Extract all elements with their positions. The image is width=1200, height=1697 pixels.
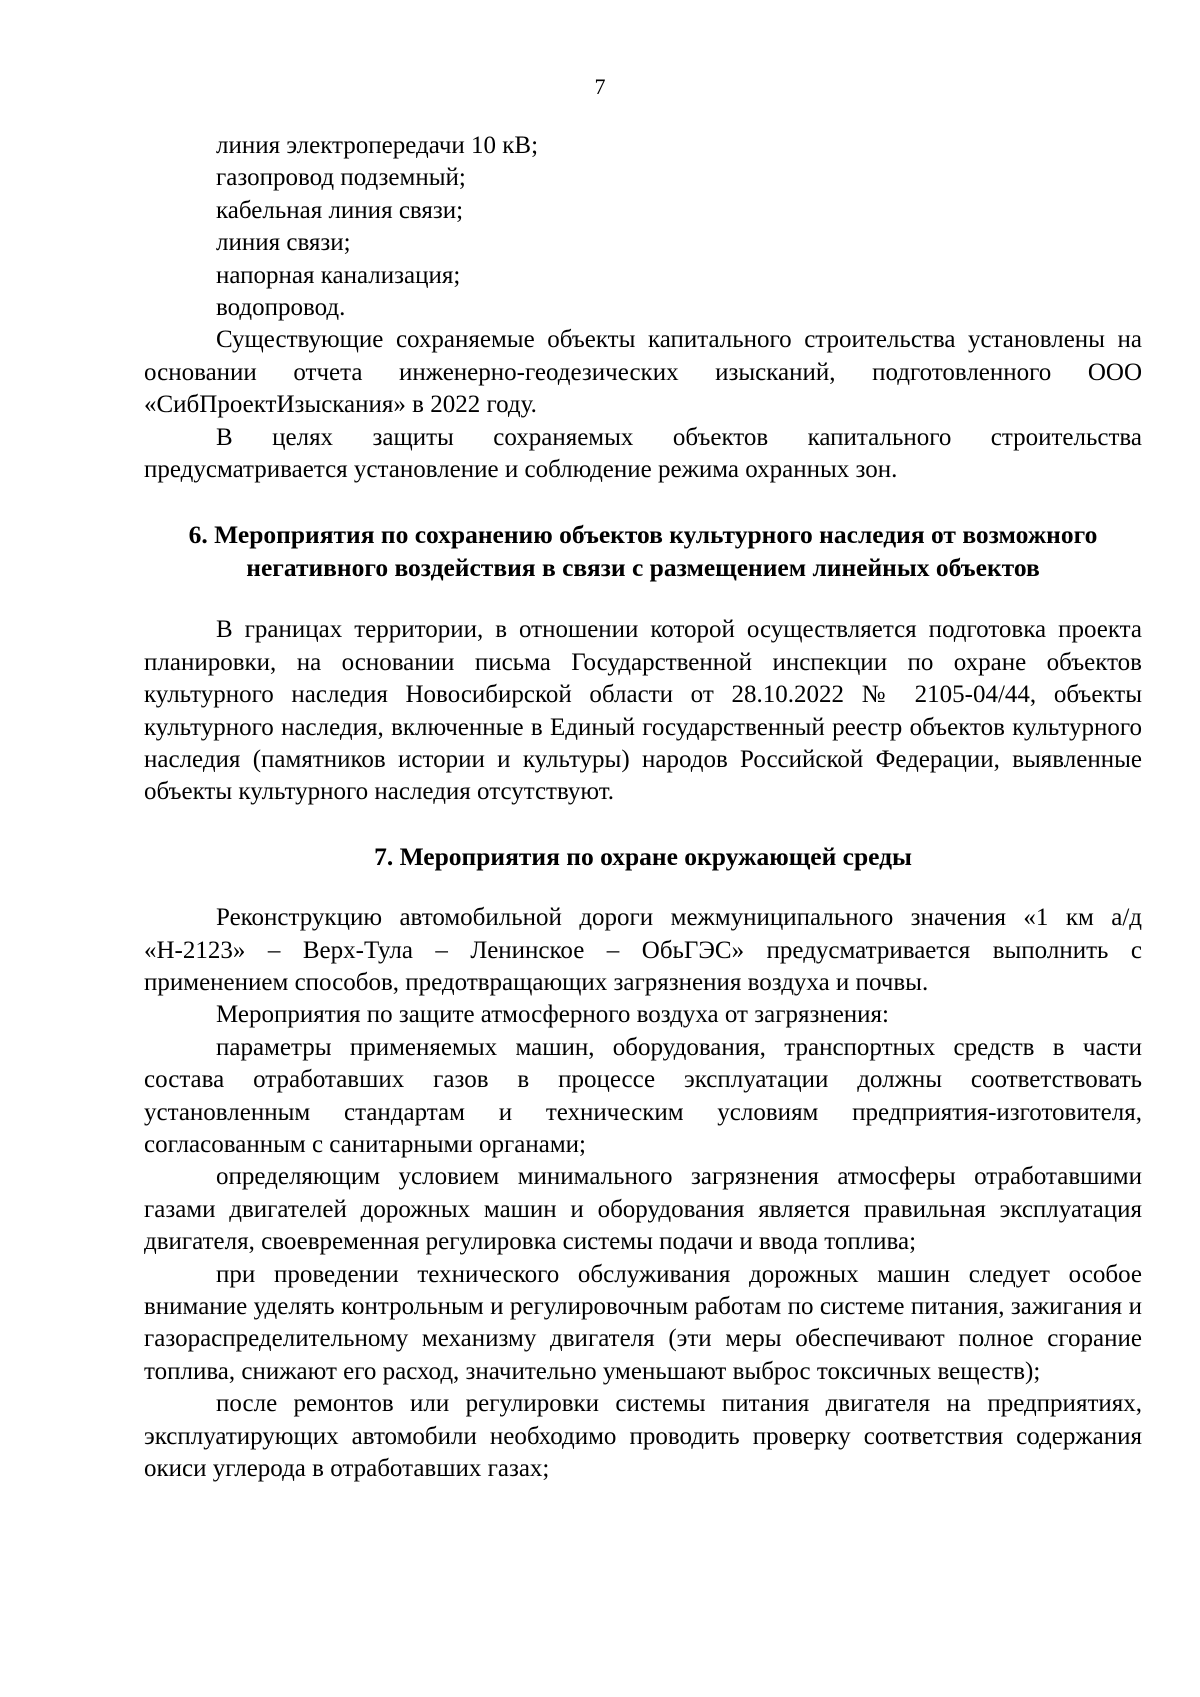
list-item: линия связи;: [216, 229, 351, 257]
page-number: 7: [594, 74, 606, 99]
paragraph: при проведении технического обслуживания дорожных машин следует особое внимание уделять контрольным и регулировочным работам по системе питания, зажигания и газораспределительному механизму двигателя (эти меры обеспечивают полное сгорание топлива, снижают его расход, значительно уменьшают выброс токсичных веществ);: [144, 1260, 1142, 1385]
list-item: линия электропередачи 10 кВ;: [216, 132, 539, 159]
list-item: газопровод подземный;: [216, 164, 466, 192]
list-item: водопровод.: [216, 294, 346, 322]
paragraph: параметры применяемых машин, оборудования, транспортных средств в части состава отработавших газов в процессе эксплуатации должны соответствовать установленным стандартам и техническим условиям предприятия-изготовителя, согласованным с санитарными органами;: [144, 1033, 1142, 1158]
paragraph: определяющим условием минимального загрязнения атмосферы отработавшими газами двигателей дорожных машин и оборудования является правильная эксплуатация двигателя, своевременная регулировка системы подачи и ввода топлива;: [144, 1163, 1142, 1256]
list-item: кабельная линия связи;: [216, 196, 464, 224]
paragraph: В целях защиты сохраняемых объектов капитального строительства предусматривается установление и соблюдение режима охранных зон.: [144, 423, 1142, 484]
paragraph: В границах территории, в отношении которой осуществляется подготовка проекта планировки, на основании письма Государственной инспекции по охране объектов культурного наследия Новосибирской области от 28.10.2022 № 2105-04/44, объекты культурного наследия, включенные в Единый государственный реестр объектов культурного наследия (памятников истории и культуры) народов Российской Федерации, выявленные объекты культурного наследия отсутствуют.: [144, 616, 1142, 806]
list-item: напорная канализация;: [216, 261, 461, 289]
paragraph: после ремонтов или регулировки системы питания двигателя на предприятиях, эксплуатирующих автомобили необходимо проводить проверку соответствия содержания окиси углерода в отработавших газах;: [144, 1390, 1142, 1483]
paragraph: Мероприятия по защите атмосферного воздуха от загрязнения:: [216, 1001, 889, 1029]
section-heading-7: 7. Мероприятия по охране окружающей среды: [374, 841, 912, 871]
paragraph: Реконструкцию автомобильной дороги межмуниципального значения «1 км а/д «Н-2123» – Верх-Тула – Ленинское – ОбьГЭС» предусматривается выполнить с применением способов, предотвращающих загрязнения воздуха и почвы.: [144, 904, 1142, 996]
paragraph: Существующие сохраняемые объекты капитального строительства установлены на основании отчета инженерно-геодезических изысканий, подготовленного ООО «СибПроектИзыскания» в 2022 году.: [144, 326, 1142, 419]
page-content: [144, 130, 1142, 1485]
section-heading-6: 6. Мероприятия по сохранению объектов культурного наследия от возможного негативного воздействия в связи с размещением линейных объектов: [188, 520, 1098, 582]
